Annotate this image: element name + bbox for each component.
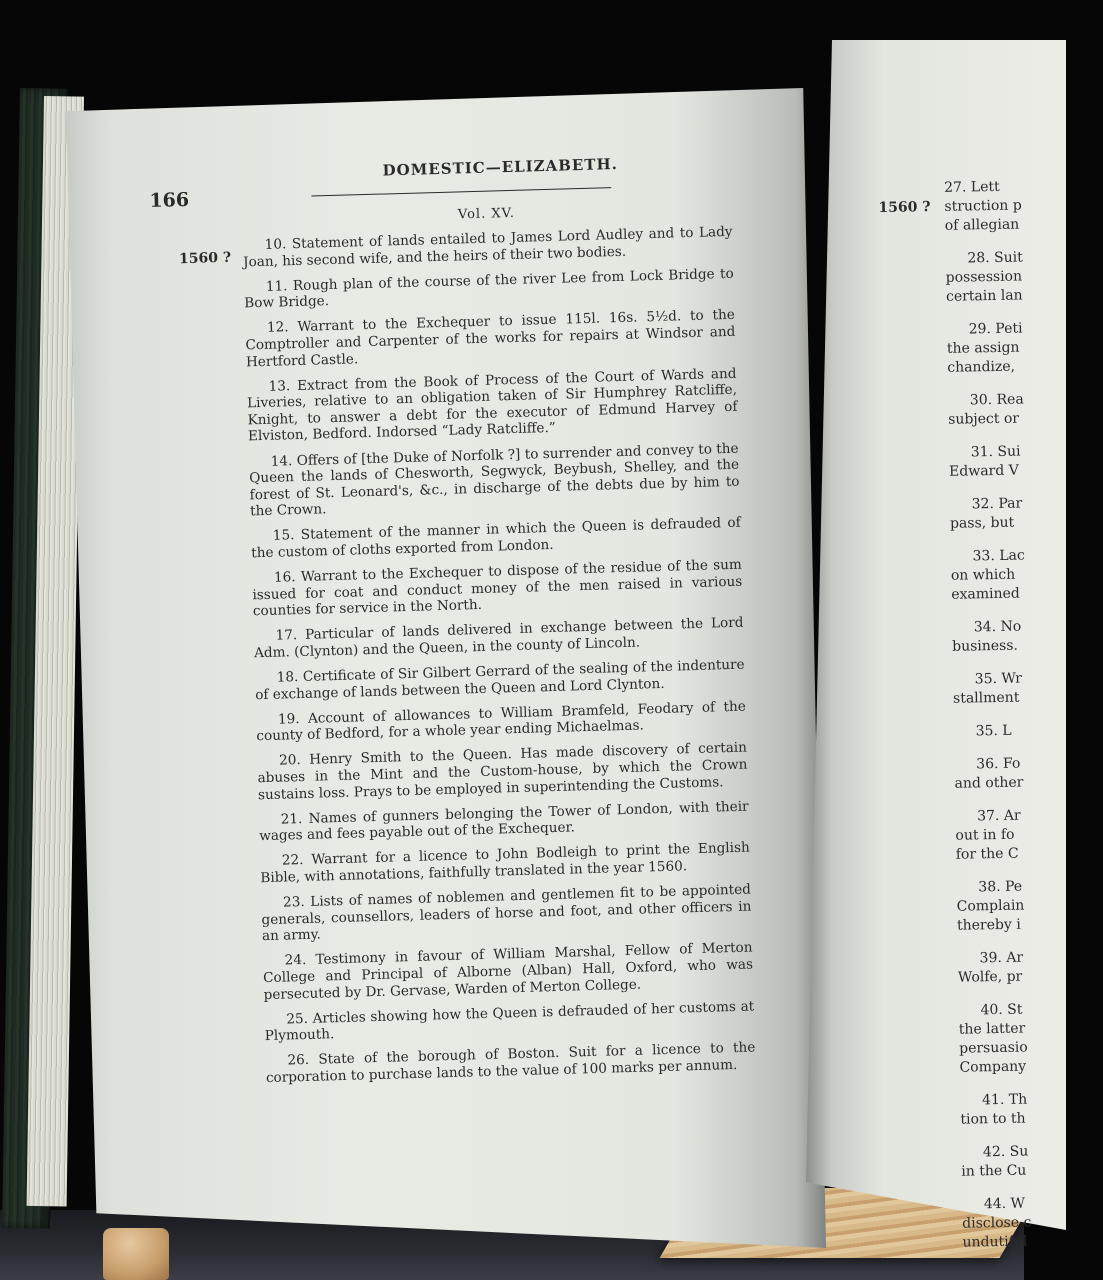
right-page-line: examined (951, 585, 1020, 603)
right-page-line: on which (950, 566, 1016, 584)
right-page-line: Wolfe, pr (957, 968, 1023, 986)
calendar-entry: 14. Offers of [the Duke of Norfolk ?] to surrender and convey to the Queen the lands of Chesworth, Segwyck, Beybush, Shelley, and the forest of St. Leonard's, &c., in discharge of the debts due by him to the Crown. (248, 440, 740, 520)
margin-year: 1560 ? (178, 249, 232, 268)
right-page-line: the assign (946, 339, 1020, 357)
right-page-line: 34. No (973, 618, 1022, 636)
right-page-line: struction p (944, 197, 1022, 215)
calendar-entry: 19. Account of allowances to William Bramfeld, Feodary of the county of Bedford, for a whole year ending Michaelmas. (256, 698, 746, 745)
calendar-entry: 18. Certificate of Sir Gilbert Gerrard of the sealing of the indenture of exchange of lands between the Queen and Lord Clynton. (255, 656, 745, 703)
right-page-line: Edward V (948, 462, 1019, 480)
calendar-entry: 17. Particular of lands delivered in exchange between the Lord Adm. (Clynton) and the Queen, in the county of Lincoln. (253, 614, 744, 662)
calendar-entry: 12. Warrant to the Exchequer to issue 115l. 16s. 5½d. to the Comptroller and Carpenter of the works for repairs at Windsor and Hertford Castle. (245, 307, 736, 370)
right-page-line: certain lan (945, 287, 1023, 305)
right-margin-year: 1560 ? (878, 199, 931, 216)
calendar-entry: 15. Statement of the manner in which the Queen is defrauded of the custom of cloths exported from London. (251, 515, 741, 562)
right-page-lines (944, 176, 1103, 1252)
right-page-line: for the C (955, 845, 1019, 863)
right-page-line: 42. Su (982, 1143, 1029, 1161)
right-page-line: in the Cu (961, 1162, 1027, 1180)
calendar-entry: 24. Testimony in favour of William Marshal, Fellow of Merton College and Principal of Alborne (Alban) Hall, Oxford, who was persecuted by Dr. Gervase, Warden of Merton College. (262, 939, 754, 1003)
calendar-entries (242, 224, 756, 1095)
page-number: 166 (149, 188, 190, 213)
right-page-line: subject or (948, 410, 1020, 428)
right-page-line: tion to th (960, 1110, 1026, 1128)
calendar-entry: 26. State of the borough of Boston. Suit for a licence to the corporation to purchase lands to the value of 100 marks per annum. (265, 1039, 756, 1087)
right-page-line: Complain (956, 897, 1025, 915)
right-page-line: 37. Ar (976, 807, 1021, 825)
right-page-line: 30. Rea (969, 391, 1024, 409)
calendar-entry: 22. Warrant for a licence to John Bodleigh to print the English Bible, with annotations, faithfully translated in the year 1560. (260, 839, 750, 887)
right-page-line: 44. W (983, 1195, 1026, 1213)
right-page-line: 35. Wr (974, 670, 1023, 688)
calendar-entry: 20. Henry Smith to the Queen. Has made discovery of certain abuses in the Mint and the Custom-house, by which the Crown sustains loss. Prays to be employed in superintending the Customs. (257, 740, 748, 803)
calendar-entry: 25. Articles showing how the Queen is defrauded of her customs at Plymouth. (264, 998, 755, 1045)
running-head: DOMESTIC—ELIZABETH. (382, 154, 619, 180)
right-page-line: 33. Lac (972, 547, 1025, 565)
right-page-line: 31. Sui (970, 443, 1021, 461)
right-page-line: disclose c (962, 1214, 1032, 1232)
right-page-line: 38. Pe (978, 878, 1023, 896)
right-page-line: 40. St (980, 1001, 1023, 1019)
calendar-entry: 10. Statement of lands entailed to James Lord Audley and to Lady Joan, his second wife, and the heirs of their two bodies. (242, 223, 733, 271)
right-page-line: and other (954, 774, 1024, 792)
right-page-line: undutiful (962, 1233, 1028, 1251)
right-page-line: possession (945, 268, 1023, 286)
right-page-line: 29. Peti (968, 320, 1023, 338)
right-page-line: out in fo (955, 826, 1015, 844)
right-page-line: 27. Lett (944, 178, 1000, 196)
right-page-line: business. (952, 637, 1019, 655)
calendar-entry: 23. Lists of names of noblemen and gentlemen fit to be appointed generals, counsellors, leaders of horse and foot, and other officers in an army. (261, 881, 752, 945)
right-page-line: Company (959, 1058, 1027, 1076)
right-page-line: of allegian (944, 216, 1020, 234)
right-page-line: 35. L (975, 722, 1012, 740)
right-page-line: persuasio (959, 1039, 1028, 1057)
right-page-line: 36. Fo (976, 755, 1021, 773)
right-page-line: stallment (952, 689, 1020, 707)
right-page-line: pass, but (949, 514, 1015, 532)
right-page-line: 39. Ar (979, 949, 1024, 967)
right-page-line: thereby i (956, 916, 1021, 934)
right-page-line: 28. Suit (967, 249, 1023, 267)
right-page-line: 41. Th (981, 1091, 1028, 1109)
calendar-entry: 13. Extract from the Book of Process of the Court of Wards and Liveries, relative to an obligation taken of Sir Humphrey Ratcliffe, Knight, to answer a debt for the executor of Edmund Harvey of Elviston, Bedford. Indorsed “Lady Ratcliffe.” (246, 365, 738, 445)
wooden-peg (103, 1228, 169, 1280)
right-page-line: 32. Par (971, 495, 1023, 513)
calendar-entry: 21. Names of gunners belonging the Tower of London, with their wages and fees payable out of the Exchequer. (258, 798, 749, 845)
calendar-entry: 11. Rough plan of the course of the river Lee from Lock Bridge to Bow Bridge. (244, 265, 734, 312)
right-page-line: the latter (958, 1020, 1026, 1038)
volume-label: Vol. XV. (457, 205, 516, 223)
right-page-line: chandize, (947, 358, 1016, 376)
calendar-entry: 16. Warrant to the Exchequer to dispose of the residue of the sum issued for coat and conduct money of the men raised in various counties for service in the North. (252, 556, 743, 620)
